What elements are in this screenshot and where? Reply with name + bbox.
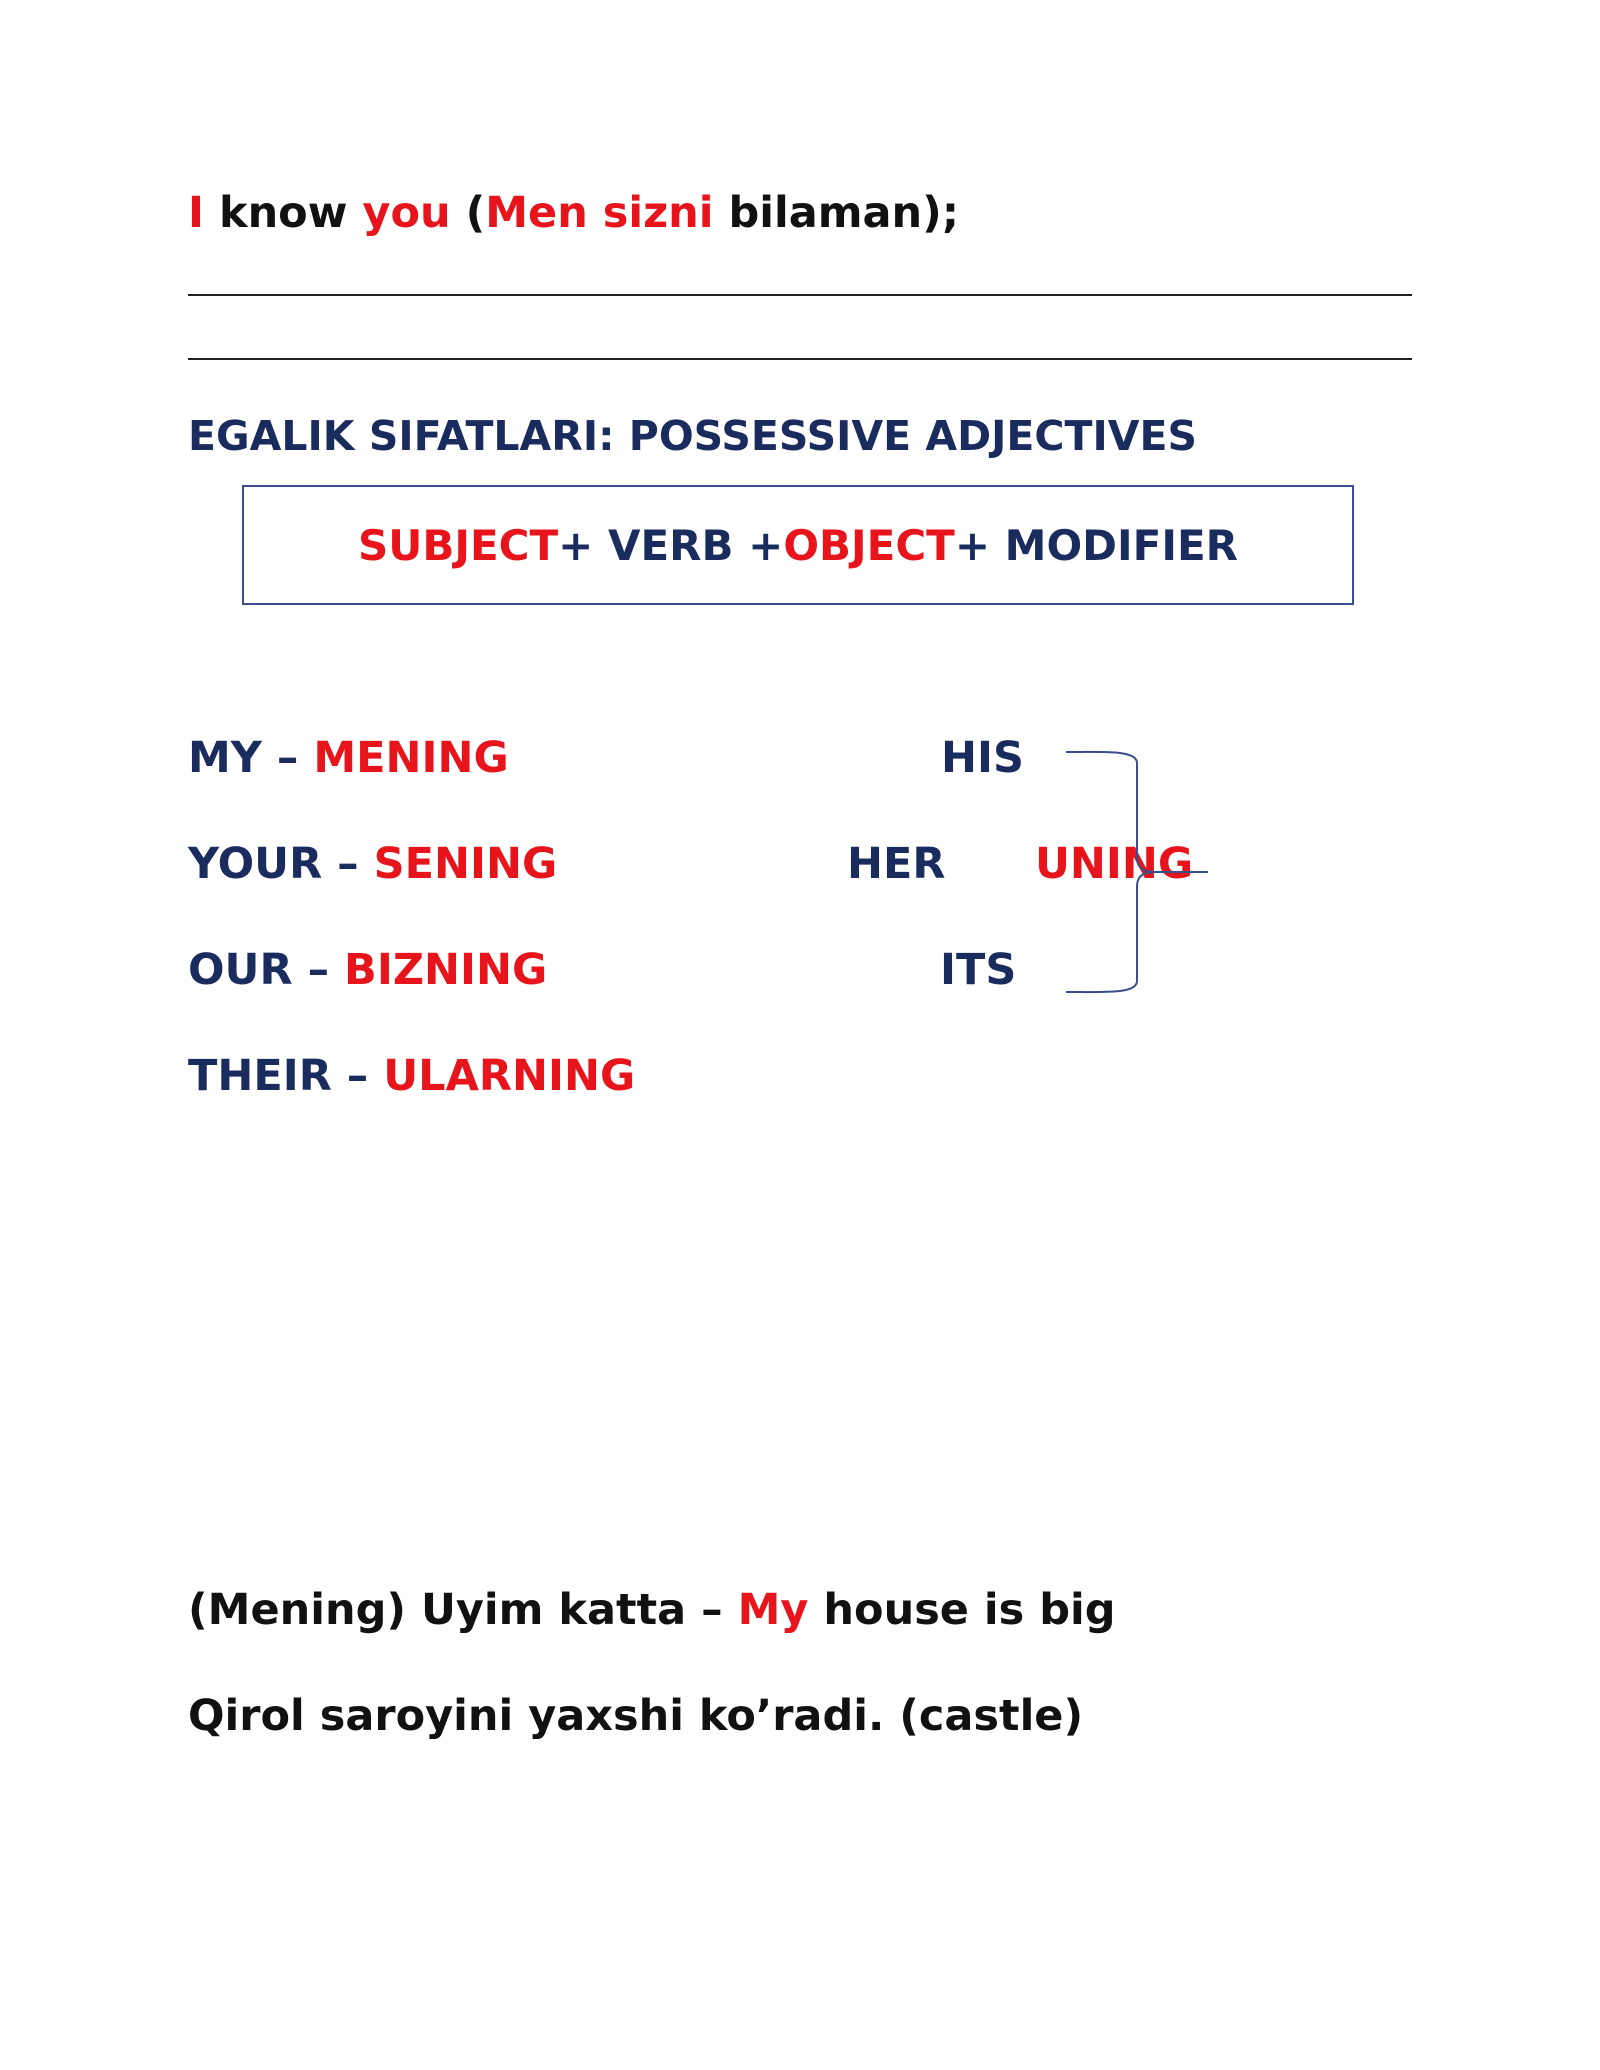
pair-your <box>188 839 557 889</box>
pair-dash: – <box>322 839 374 889</box>
intro-translation-rest: bilaman); <box>713 188 960 238</box>
pair-dash: – <box>261 733 314 783</box>
pair-their <box>188 1051 635 1101</box>
pair-en: THEIR <box>188 1051 332 1101</box>
pair-my <box>188 733 509 783</box>
intro-paren-open: ( <box>450 188 486 238</box>
formula-object: OBJECT <box>783 520 955 570</box>
example-sentence-2: Qirol saroyini yaxshi ko’radi. (castle) <box>188 1691 1084 1741</box>
blank-line-1 <box>188 294 1412 296</box>
formula-verb: + VERB + <box>558 520 784 570</box>
third-his: HIS <box>941 733 1024 783</box>
formula-modifier: + MODIFIER <box>954 520 1238 570</box>
pair-uz: ULARNING <box>383 1051 636 1101</box>
example1-uz: (Mening) Uyim katta – <box>188 1585 738 1635</box>
pair-our <box>188 945 547 995</box>
right-brace-icon <box>1060 745 1220 1000</box>
pair-uz: BIZNING <box>344 945 548 995</box>
pair-dash: – <box>331 1051 384 1101</box>
example-sentence-1 <box>188 1585 1116 1635</box>
pair-dash: – <box>292 945 345 995</box>
pair-en: MY <box>188 733 262 783</box>
intro-word-i: I <box>188 188 204 238</box>
intro-translation-red: Men sizni <box>485 188 714 238</box>
intro-word-you: you <box>362 188 451 238</box>
formula-subject: SUBJECT <box>357 520 559 570</box>
example1-rest: house is big <box>808 1585 1116 1635</box>
example1-my: My <box>737 1585 809 1635</box>
pair-en: OUR <box>188 945 293 995</box>
intro-word-know: know <box>204 188 363 238</box>
section-heading: EGALIK SIFATLARI: POSSESSIVE ADJECTIVES <box>188 412 1197 460</box>
third-her: HER <box>847 839 946 889</box>
third-its: ITS <box>940 945 1017 995</box>
pair-uz: MENING <box>313 733 509 783</box>
intro-sentence <box>188 188 959 238</box>
pair-uz: SENING <box>373 839 558 889</box>
third-uning: UNING <box>1035 839 1194 889</box>
pair-en: YOUR <box>188 839 323 889</box>
blank-line-2 <box>188 358 1412 360</box>
formula-box <box>242 485 1354 605</box>
